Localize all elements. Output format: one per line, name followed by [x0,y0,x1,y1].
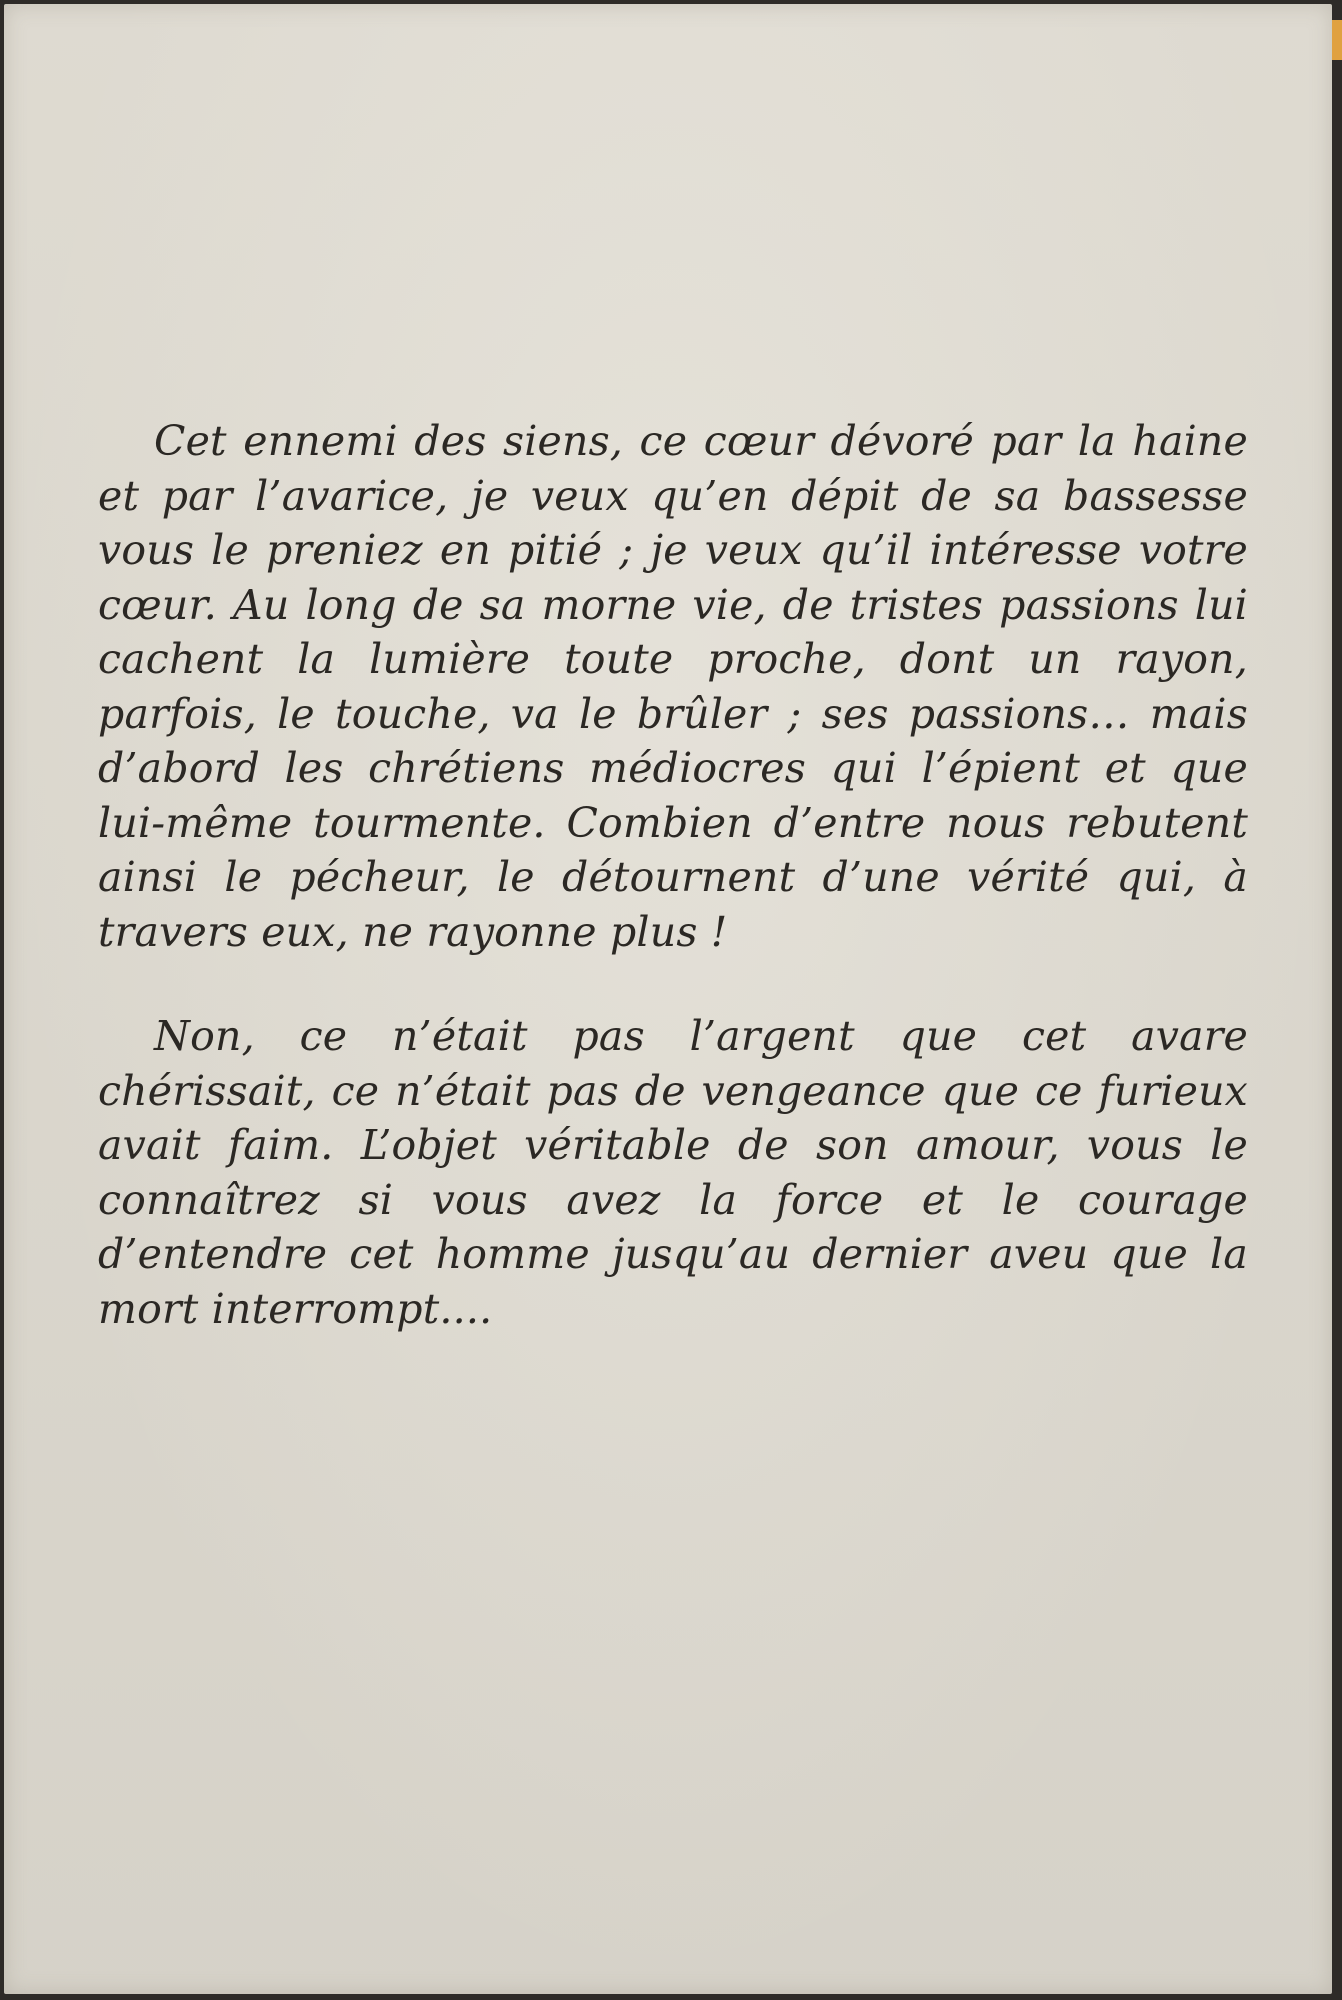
book-page [4,4,1332,1994]
page-text [98,414,1248,1336]
paragraph-2: Non, ce n’était pas l’argent que cet avare chérissait, ce n’était pas de vengeance que ce furieux avait faim. L’objet véritable de son amour, vous le connaîtrez si vous avez la force et le courage d’entendre cet homme jusqu’au dernier aveu que la mort interrompt.... [98,1012,1248,1333]
paragraph-1: Cet ennemi des siens, ce cœur dévoré par la haine et par l’avarice, je veux qu’en dépit de sa bassesse vous le preniez en pitié ; je veux qu’il intéresse votre cœur. Au long de sa morne vie, de tristes passions lui cachent la lumière toute proche, dont un rayon, parfois, le touche, va le brûler ; ses passions… mais d’abord les chrétiens médiocres qui l’épient et que lui-même tourmente. Combien d’entre nous rebutent ainsi le pécheur, le détournent d’une vérité qui, à travers eux, ne rayonne plus ! [98,417,1248,956]
